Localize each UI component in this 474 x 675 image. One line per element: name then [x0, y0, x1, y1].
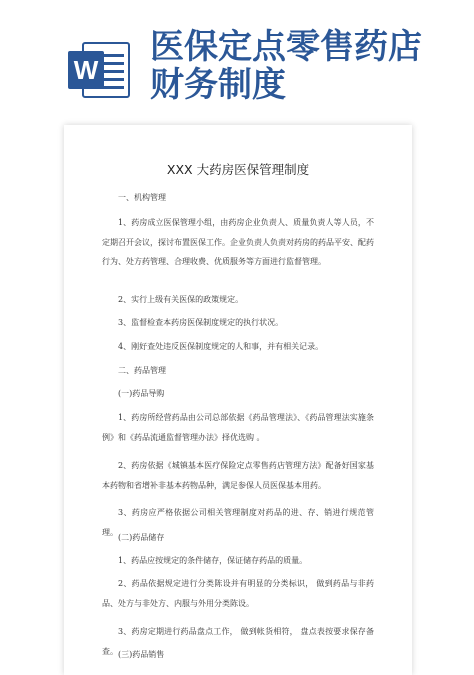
- paragraph: 3、药房应严格依据公司相关管理制度对药品的进、存、销进行规范管理。: [102, 508, 374, 537]
- word-badge: W: [68, 51, 104, 89]
- header-banner: [0, 0, 474, 112]
- banner-title-line1: 医保定点零售药店: [150, 27, 422, 67]
- paragraph: 2、药品依据规定进行分类陈设并有明显的分类标识， 做到药品与非药品、处方与非处方、内服与外用分类陈设。: [102, 579, 374, 608]
- paragraph: 一、机构管理: [118, 193, 166, 202]
- document-page: [64, 125, 412, 675]
- paragraph: (二)药品储存: [118, 533, 165, 542]
- paragraph: (一)药品导购: [118, 389, 165, 398]
- banner-title: [150, 28, 450, 104]
- paragraph: 2、实行上级有关医保的政策规定。: [118, 295, 244, 304]
- paragraph: 3、药房定期进行药品盘点工作， 做到帐货相符， 盘点表按要求保存备查。: [102, 627, 374, 656]
- paragraph: 1、药房所经营药品由公司总部依据《药品管理法》、《药品管理法实施条例》和《药品流通监督管理办法》择优选购 。: [102, 413, 374, 442]
- paragraph: 3、监督检查本药房医保制度规定的执行状况。: [118, 318, 284, 327]
- paragraph: 4、刚好查处违反医保制度规定的人和事，并有相关记录。: [118, 342, 324, 351]
- paragraph: 2、药房依据《城镇基本医疗保险定点零售药店管理方法》配备好国家基本药物和省增补非基本药物品种，满足参保人员医保基本用药。: [102, 461, 374, 490]
- word-document-icon: [68, 42, 132, 98]
- document-title: XXX 大药房医保管理制度: [166, 162, 310, 177]
- paragraph: 1、药房成立医保管理小组，由药房企业负责人、质量负责人等人员，不定期召开会议，探讨布置医保工作。企业负责人负责对药房的药品平安、配药行为、处方药管理、合理收费、优质服务等方面进行监督管理。: [102, 218, 374, 267]
- paragraph: 1、药品应按规定的条件储存，保证储存药品的质量。: [118, 556, 308, 565]
- paragraph: (三)药品销售: [118, 650, 165, 659]
- banner-title-line2: 财务制度: [150, 65, 286, 105]
- paragraph: 二、药品管理: [118, 366, 166, 375]
